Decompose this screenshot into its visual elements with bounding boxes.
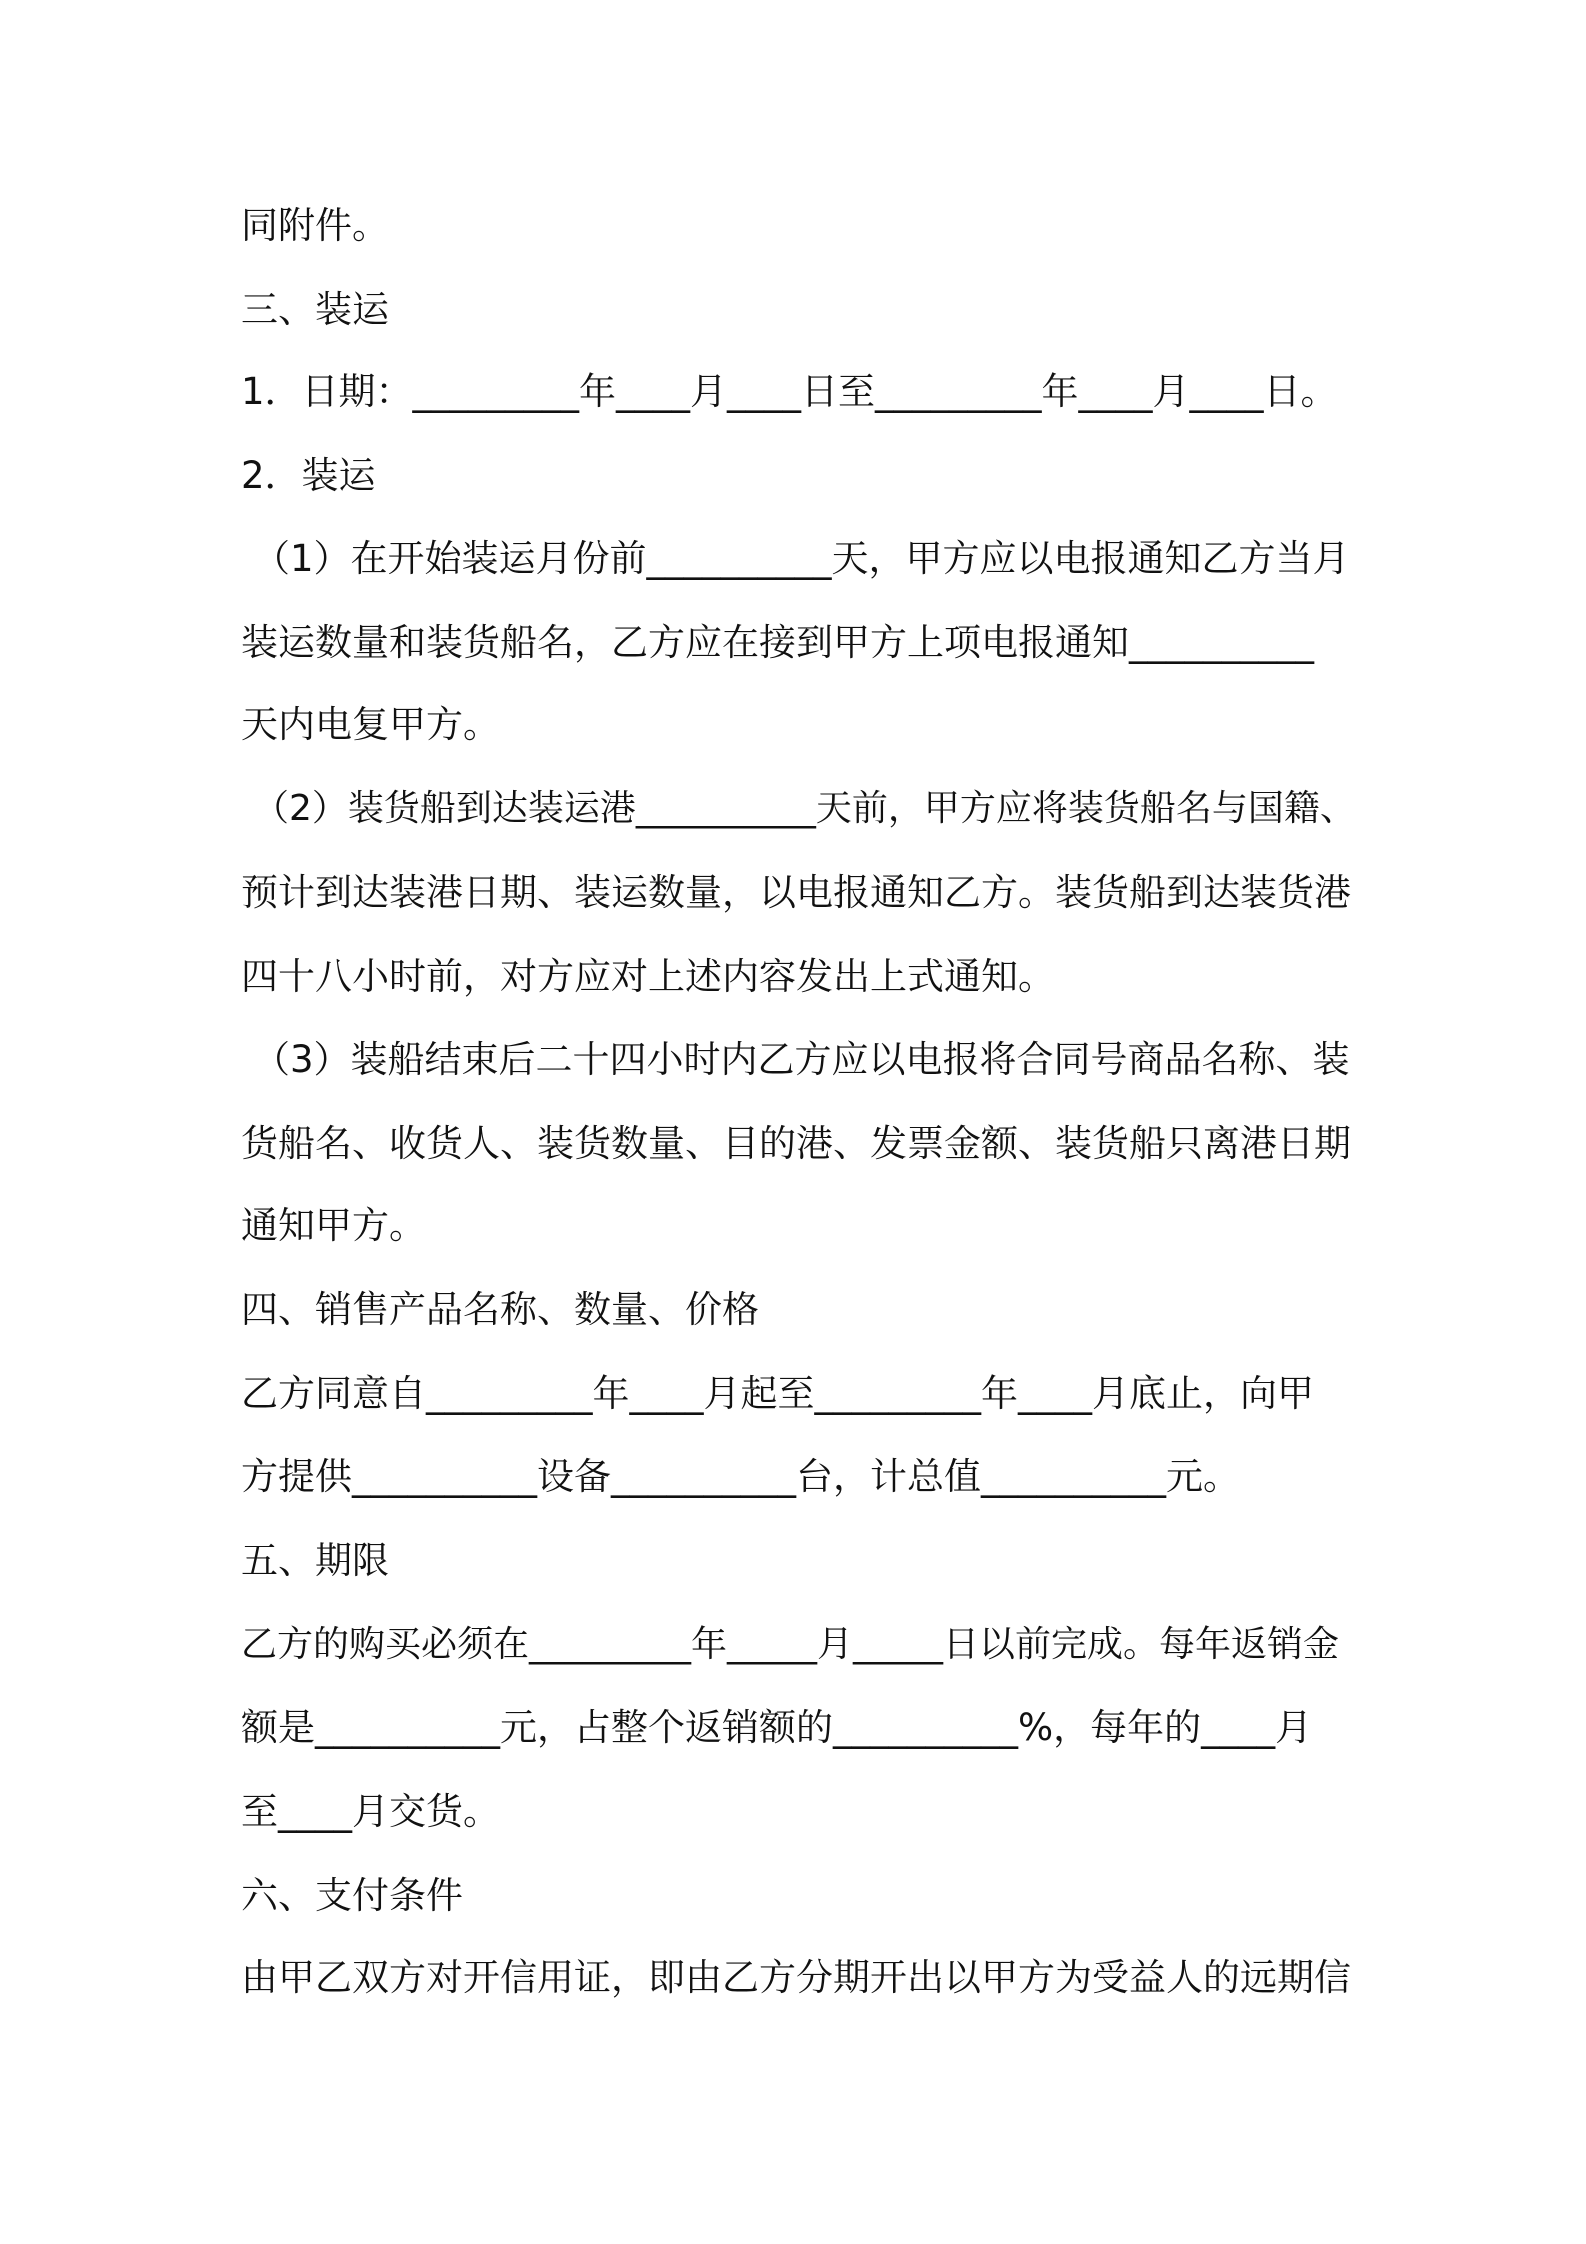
text-line: 乙方的购买必须在_________年_____月_____日以前完成。每年返销金 — [241, 1624, 1340, 1665]
text-line: （2）装货船到达装运港__________天前，甲方应将装货船名与国籍、 — [253, 788, 1356, 829]
text-line: 同附件。 — [241, 204, 389, 247]
text-line: 1．日期：_________年____月____日至_________年____月____日。 — [241, 370, 1338, 413]
text-line: 方提供__________设备__________台，计总值__________元。 — [241, 1455, 1240, 1498]
text-line: 预计到达装港日期、装运数量，以电报通知乙方。装货船到达装货港 — [241, 871, 1351, 914]
section-heading-term: 五、期限 — [241, 1539, 389, 1582]
text-line: 四十八小时前，对方应对上述内容发出上式通知。 — [241, 955, 1055, 998]
text-line: 装运数量和装货船名，乙方应在接到甲方上项电报通知__________ — [241, 621, 1314, 664]
text-line: （1）在开始装运月份前__________天，甲方应以电报通知乙方当月 — [253, 537, 1350, 580]
text-line: 由甲乙双方对开信用证，即由乙方分期开出以甲方为受益人的远期信 — [241, 1956, 1351, 1999]
section-heading-payment: 六、支付条件 — [241, 1874, 463, 1917]
text-line: 额是__________元，占整个返销额的__________%，每年的____月 — [241, 1706, 1313, 1749]
text-line: 乙方同意自_________年____月起至_________年____月底止，向甲 — [241, 1372, 1314, 1415]
subheading-shipment: 2．装运 — [241, 454, 376, 497]
section-heading-shipment: 三、装运 — [241, 288, 389, 331]
section-heading-products: 四、销售产品名称、数量、价格 — [241, 1288, 759, 1331]
text-line: 通知甲方。 — [241, 1204, 426, 1247]
text-line: 天内电复甲方。 — [241, 703, 500, 746]
text-line: 货船名、收货人、装货数量、目的港、发票金额、装货船只离港日期 — [241, 1122, 1351, 1165]
text-line: 至____月交货。 — [241, 1790, 500, 1833]
text-line: （3）装船结束后二十四小时内乙方应以电报将合同号商品名称、装 — [253, 1038, 1350, 1081]
